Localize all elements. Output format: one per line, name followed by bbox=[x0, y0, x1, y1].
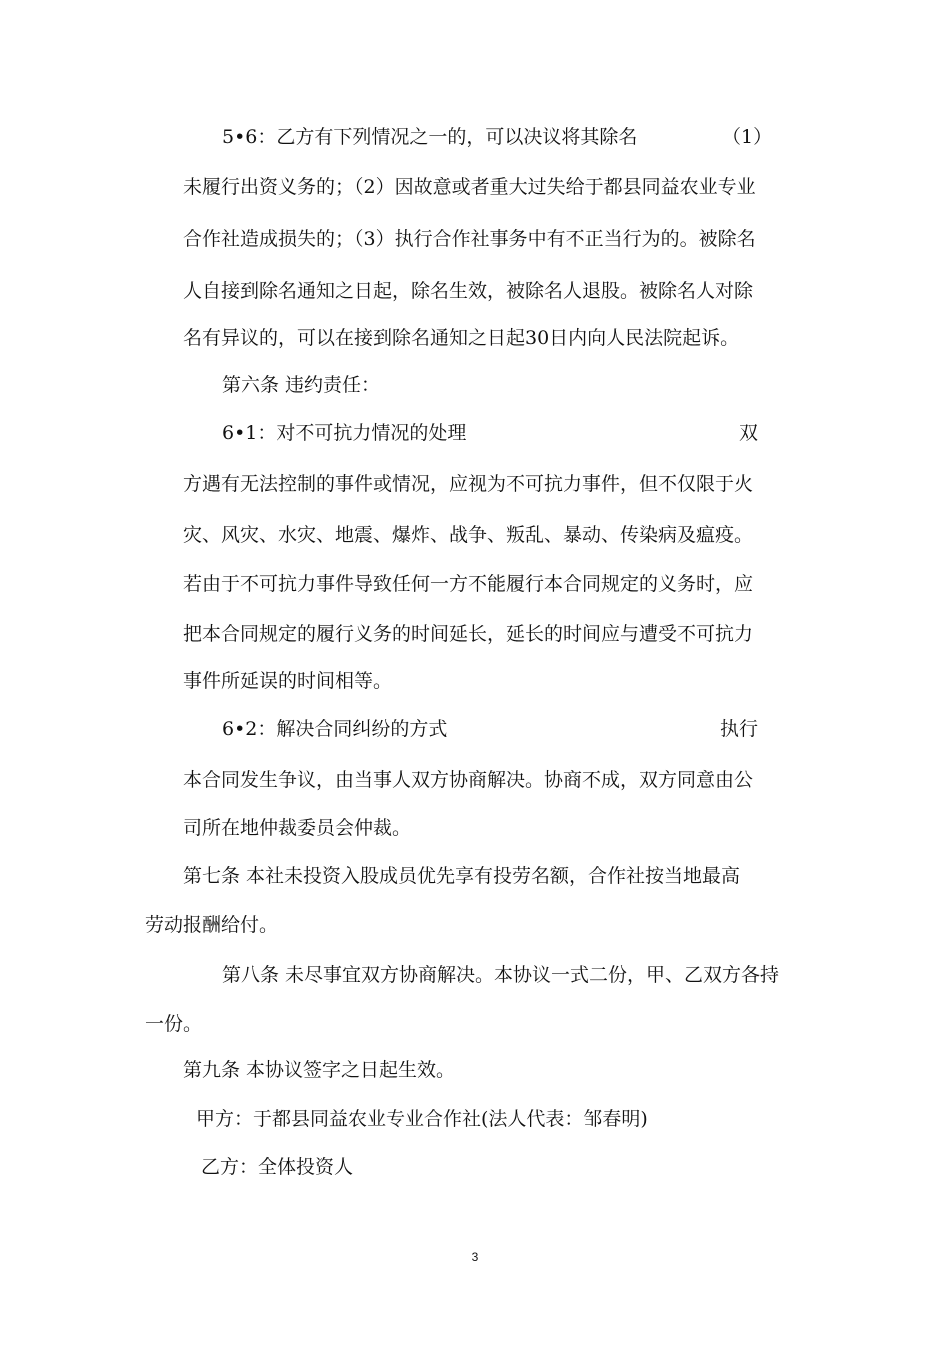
clause-6-2-tail: 执行 bbox=[720, 718, 759, 740]
clause-6-2-line-2: 司所在地仲裁委员会仲裁。 bbox=[183, 817, 412, 839]
article-8-line-1: 第八条 未尽事宜双方协商解决。本协议一式二份，甲、乙双方各持 bbox=[222, 964, 780, 986]
article-8-line-2: 一份。 bbox=[145, 1013, 203, 1035]
article-7-line-1: 第七条 本社未投资入股成员优先享有投劳名额，合作社按当地最高 bbox=[183, 865, 741, 887]
clause-5-6-heading: 5•6：乙方有下列情况之一的，可以决议将其除名 bbox=[222, 126, 638, 148]
article-7-line-2: 劳动报酬给付。 bbox=[145, 914, 279, 936]
page-number: 3 bbox=[471, 1250, 479, 1264]
clause-6-2-heading: 6•2：解决合同纠纷的方式 bbox=[222, 718, 448, 740]
clause-6-1-tail: 双 bbox=[739, 422, 759, 444]
clause-6-1-line-1: 方遇有无法控制的事件或情况，应视为不可抗力事件，但不仅限于火 bbox=[183, 473, 754, 495]
article-9: 第九条 本协议签字之日起生效。 bbox=[183, 1059, 456, 1081]
clause-5-6-line-4: 名有异议的，可以在接到除名通知之日起30日内向人民法院起诉。 bbox=[183, 327, 740, 349]
clause-6-1-line-2: 灾、风灾、水灾、地震、爆炸、战争、叛乱、暴动、传染病及瘟疫。 bbox=[183, 524, 754, 546]
party-b: 乙方：全体投资人 bbox=[201, 1156, 354, 1178]
clause-6-1-line-5: 事件所延误的时间相等。 bbox=[183, 670, 393, 692]
clause-6-1-line-3: 若由于不可抗力事件导致任何一方不能履行本合同规定的义务时，应 bbox=[183, 573, 754, 595]
article-6-title: 第六条 违约责任： bbox=[222, 374, 381, 396]
clause-5-6-line-1: 未履行出资义务的；（2）因故意或者重大过失给于都县同益农业专业 bbox=[183, 176, 756, 198]
clause-5-6-line-2: 合作社造成损失的；（3）执行合作社事务中有不正当行为的。被除名 bbox=[183, 228, 756, 250]
clause-5-6-line-3: 人自接到除名通知之日起，除名生效，被除名人退股。被除名人对除 bbox=[183, 280, 754, 302]
clause-5-6-item1-marker: （1） bbox=[722, 126, 773, 148]
clause-6-1-line-4: 把本合同规定的履行义务的时间延长，延长的时间应与遭受不可抗力 bbox=[183, 623, 754, 645]
clause-6-2-line-1: 本合同发生争议，由当事人双方协商解决。协商不成，双方同意由公 bbox=[183, 769, 754, 791]
clause-6-1-heading: 6•1：对不可抗力情况的处理 bbox=[222, 422, 467, 444]
party-a: 甲方：于都县同益农业专业合作社(法人代表：邹春明) bbox=[196, 1108, 648, 1130]
